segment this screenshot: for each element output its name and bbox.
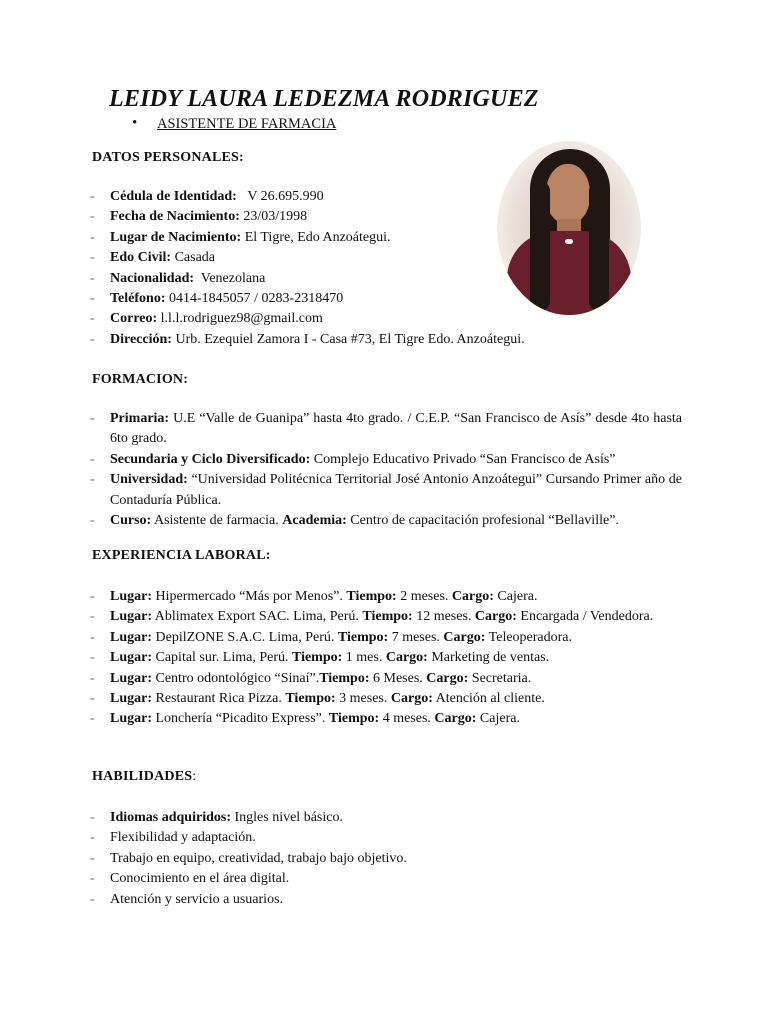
experience-item: - Lugar: Lonchería “Picadito Express”. Tiempo: 4 meses. Cargo: Cajera.: [90, 709, 670, 729]
skill-item: - Flexibilidad y adaptación.: [90, 828, 670, 848]
experience-item: - Lugar: Ablimatex Export SAC. Lima, Perú. Tiempo: 12 meses. Cargo: Encargada / Vendedora.: [90, 607, 670, 627]
position-item: [132, 116, 336, 133]
personal-item: - Edo Civil: Casada: [90, 248, 570, 268]
personal-item: - Dirección: Urb. Ezequiel Zamora I - Casa #73, El Tigre Edo. Anzoátegui.: [90, 330, 570, 350]
experience-heading: EXPERIENCIA LABORAL:: [92, 548, 271, 563]
personal-item: - Fecha de Nacimiento: 23/03/1998: [90, 207, 570, 227]
personal-item: - Teléfono: 0414-1845057 / 0283-2318470: [90, 289, 570, 309]
skills-list: [90, 808, 670, 910]
position-title: ASISTENTE DE FARMACIA: [157, 116, 337, 132]
skill-item: - Conocimiento en el área digital.: [90, 869, 670, 889]
personal-item: - Lugar de Nacimiento: El Tigre, Edo Anzoátegui.: [90, 228, 570, 248]
education-heading: FORMACION:: [92, 372, 189, 387]
skills-heading: HABILIDADES:: [92, 769, 197, 784]
position-list: [132, 116, 336, 133]
personal-data-list: [90, 187, 570, 350]
education-item: - Curso: Asistente de farmacia. Academia: Centro de capacitación profesional “Bellaville”.: [90, 511, 682, 531]
experience-item: - Lugar: Hipermercado “Más por Menos”. Tiempo: 2 meses. Cargo: Cajera.: [90, 587, 670, 607]
experience-item: - Lugar: Centro odontológico “Sinaí”.Tiempo: 6 Meses. Cargo: Secretaria.: [90, 669, 670, 689]
experience-item: - Lugar: Capital sur. Lima, Perú. Tiempo: 1 mes. Cargo: Marketing de ventas.: [90, 648, 670, 668]
experience-list: [90, 587, 670, 730]
personal-item: - Nacionalidad: Venezolana: [90, 269, 570, 289]
personal-item: - Correo: l.l.l.rodriguez98@gmail.com: [90, 309, 570, 329]
education-item: - Primaria: U.E “Valle de Guanipa” hasta 4to grado. / C.E.P. “San Francisco de Asís” desde 4to hasta 6to grado.: [90, 409, 682, 450]
education-list: [90, 409, 682, 531]
education-item: - Secundaria y Ciclo Diversificado: Complejo Educativo Privado “San Francisco de Asís”: [90, 450, 682, 470]
skill-item: - Atención y servicio a usuarios.: [90, 890, 670, 910]
personal-data-heading: DATOS PERSONALES:: [92, 150, 244, 165]
skill-item: - Idiomas adquiridos: Ingles nivel básico.: [90, 808, 670, 828]
candidate-name: LEIDY LAURA LEDEZMA RODRIGUEZ: [109, 86, 539, 112]
experience-item: - Lugar: DepilZONE S.A.C. Lima, Perú. Tiempo: 7 meses. Cargo: Teleoperadora.: [90, 628, 670, 648]
education-item: - Universidad: “Universidad Politécnica Territorial José Antonio Anzoátegui” Cursando Primer año de Contaduría Pública.: [90, 470, 682, 511]
personal-item: - Cédula de Identidad: V 26.695.990: [90, 187, 570, 207]
experience-item: - Lugar: Restaurant Rica Pizza. Tiempo: 3 meses. Cargo: Atención al cliente.: [90, 689, 670, 709]
skill-item: - Trabajo en equipo, creatividad, trabajo bajo objetivo.: [90, 849, 670, 869]
